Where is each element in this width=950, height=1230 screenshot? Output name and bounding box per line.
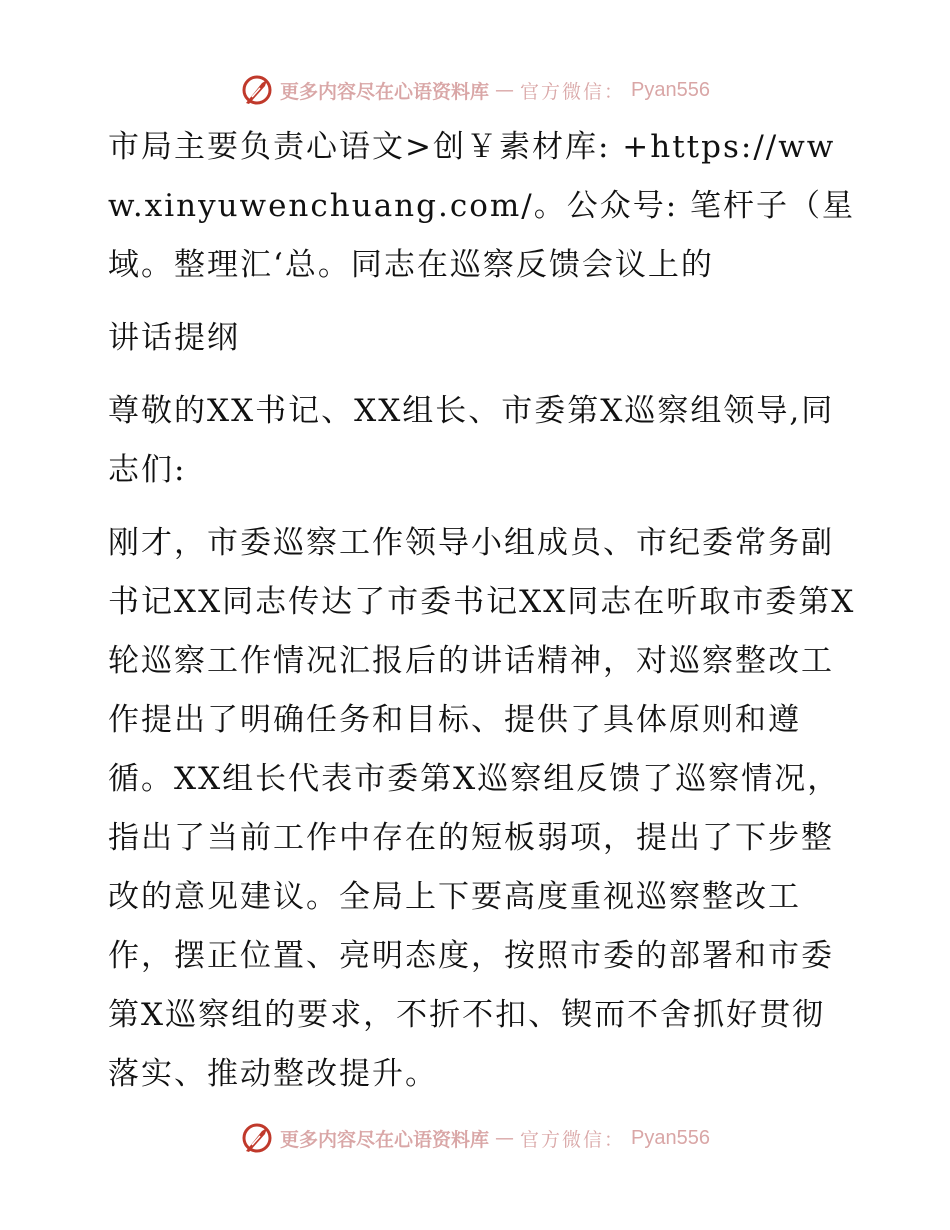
footer-banner-dash: — bbox=[495, 1127, 515, 1149]
document-body bbox=[98, 118, 858, 1104]
document-subtitle: 讲话提纲 bbox=[108, 320, 240, 356]
header-banner-main: 更多内容尽在心语资料库 bbox=[280, 80, 490, 103]
header-banner-sub: 官方微信： bbox=[520, 80, 626, 103]
footer-banner bbox=[0, 1118, 950, 1158]
quill-pen-logo-icon bbox=[240, 1121, 274, 1155]
footer-banner-sub: 官方微信： bbox=[520, 1128, 626, 1151]
header-banner bbox=[0, 70, 950, 110]
header-banner-dash: — bbox=[495, 79, 515, 101]
document-title: 市局主要负责心语文>创￥素材库: +https://www.xinyuwenchuang.com/。公众号: 笔杆子（星域。整理汇‘总。同志在巡察反馈会议上的 bbox=[108, 129, 855, 283]
body-paragraph: 刚才，市委巡察工作领导小组成员、市纪委常务副书记XX同志传达了市委书记XX同志在听取市委第X轮巡察工作情况汇报后的讲话精神，对巡察整改工作提出了明确任务和目标、提供了具体原则和遵循。XX组长代表市委第X巡察组反馈了巡察情况，指出了当前工作中存在的短板弱项，提出了下步整改的意见建议。全局上下要高度重视巡察整改工作，摆正位置、亮明态度，按照市委的部署和市委第X巡察组的要求，不折不扣、锲而不舍抓好贯彻落实、推动整改提升。 bbox=[108, 525, 856, 1092]
quill-pen-logo-icon bbox=[240, 73, 274, 107]
header-banner-wechat-id: Pyan556 bbox=[631, 78, 710, 101]
salutation: 尊敬的XX书记、XX组长、市委第X巡察组领导,同志们: bbox=[108, 393, 835, 488]
footer-banner-main: 更多内容尽在心语资料库 bbox=[280, 1128, 490, 1151]
footer-banner-wechat-id: Pyan556 bbox=[631, 1126, 710, 1149]
